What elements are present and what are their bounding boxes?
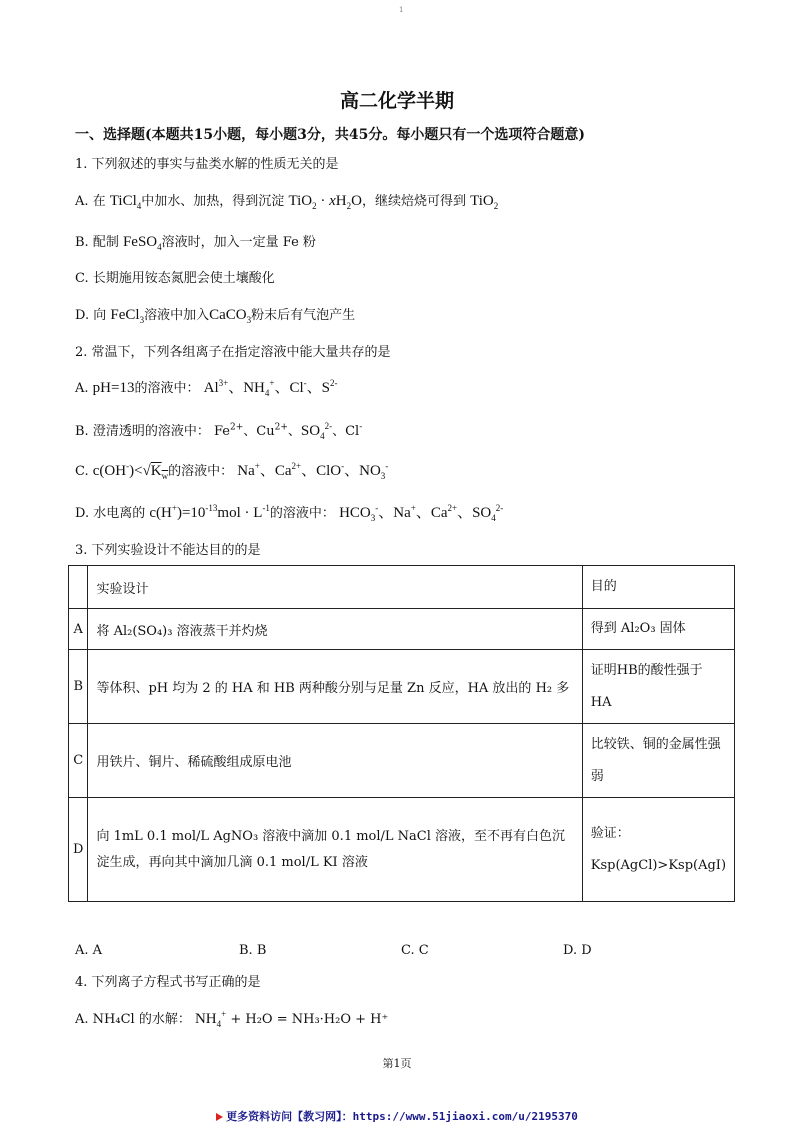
- q2-option-d: [75, 505, 503, 522]
- q3-option-d: D. D: [563, 943, 592, 958]
- row-goal: 验证：Ksp(AgCl)>Ksp(AgI): [582, 798, 734, 902]
- q2-d-prefix: D. 水电离的: [75, 506, 146, 521]
- q4-a-equation: + H₂O = NH₃·H₂O + H⁺: [230, 1012, 389, 1027]
- q1-option-b: [75, 234, 316, 251]
- table-header-goal: 目的: [582, 566, 734, 609]
- q3-option-c: C. C: [401, 943, 429, 958]
- q2-c-prefix: C.: [75, 464, 89, 479]
- q1-stem: 1. 下列叙述的事实与盐类水解的性质无关的是: [75, 157, 339, 172]
- row-goal: 得到 Al₂O₃ 固体: [582, 609, 734, 650]
- q1-option-a: [75, 193, 498, 210]
- experiment-table: [68, 565, 735, 902]
- q2-option-c: [75, 463, 388, 480]
- row-goal: 证明HB的酸性强于 HA: [582, 650, 734, 724]
- table-header-design: 实验设计: [88, 566, 582, 609]
- flag-icon: [216, 1113, 223, 1121]
- q1-option-d: [75, 307, 355, 324]
- q2-a-mid: 的溶液中：: [134, 381, 200, 396]
- q2-a-prefix: A.: [75, 381, 89, 396]
- q2-stem: 2. 常温下，下列各组离子在指定溶液中能大量共存的是: [75, 345, 391, 360]
- row-label: D: [69, 798, 88, 902]
- formula-tio2-xh2o: $TiO_2 \cdot xH_2O$: [288, 193, 362, 211]
- q2-c-ions: Na+、$Ca^{2+}$、ClO-、$NO_3^-$: [237, 461, 389, 481]
- q3-option-b: B. B: [239, 943, 267, 958]
- q2-option-a: [75, 380, 337, 397]
- q3-option-a: A. A: [75, 943, 103, 958]
- table-header-row: [69, 566, 735, 609]
- row-design: 等体积、pH 均为 2 的 HA 和 HB 两种酸分别与足量 Zn 反应，HA 放出的 H₂ 多: [88, 650, 582, 724]
- formula-feso4: FeSO$_4$: [122, 234, 162, 252]
- q1-b-prefix: B. 配制: [75, 235, 119, 250]
- q2-d-mid: 的溶液中：: [269, 506, 335, 521]
- formula-tio2: TiO$_2$: [470, 193, 499, 211]
- table-row: [69, 798, 735, 902]
- q1-a-mid1: 中加水、加热，得到沉淀: [141, 194, 285, 209]
- page-top-mark: 1: [399, 6, 404, 14]
- q1-option-c: C. 长期施用铵态氮肥会使土壤酸化: [75, 271, 275, 286]
- q4-stem: 4. 下列离子方程式书写正确的是: [75, 975, 261, 990]
- q1-a-mid2: ，继续焙烧可得到: [361, 194, 466, 209]
- footer-link[interactable]: [0, 1108, 794, 1124]
- q1-d-post: 粉末后有气泡产生: [251, 308, 356, 323]
- q2-option-b: [75, 423, 362, 440]
- q2-c-condition: $c(OH^-)<√K_w$: [92, 461, 169, 481]
- q2-d-condition: $c(H^+)=10^{-13}mol \cdot L^{-1}$: [149, 503, 270, 521]
- row-label: A: [69, 609, 88, 650]
- q2-d-ions: $HCO_3^-$、Na+、$Ca^{2+}$、$SO_4^{2-}$: [339, 503, 504, 523]
- footer-text[interactable]: 更多资料访问【教习网】：https://www.51jiaoxi.com/u/2195370: [226, 1110, 578, 1123]
- row-label: B: [69, 650, 88, 724]
- q1-d-mid: 溶液中加入: [144, 308, 210, 323]
- formula-fecl3: FeCl$_3$: [110, 307, 145, 325]
- table-row: [69, 724, 735, 798]
- formula-nh4-plus: $NH_4^+$: [194, 1009, 227, 1029]
- q2-c-mid: 的溶液中：: [168, 464, 234, 479]
- q3-stem: 3. 下列实验设计不能达目的的是: [75, 543, 261, 558]
- q2-a-ions: $Al^{3+}$、$NH_4^+$、Cl-、$S^{2-}$: [203, 378, 338, 398]
- formula-caco3: CaCO$_3$: [209, 307, 252, 325]
- row-design: 向 1mL 0.1 mol/L AgNO₃ 溶液中滴加 0.1 mol/L NaCl 溶液，至不再有白色沉淀生成，再向其中滴加几滴 0.1 mol/L KI 溶液: [88, 798, 582, 902]
- q4-option-a: [75, 1011, 388, 1028]
- page-number: 第1页: [382, 1057, 412, 1070]
- q2-b-prefix: B. 澄清透明的溶液中：: [75, 424, 210, 439]
- q1-a-prefix: A. 在: [75, 194, 106, 209]
- q4-a-prefix: A. NH₄Cl 的水解：: [75, 1012, 191, 1027]
- q2-a-condition: pH=13: [92, 380, 135, 396]
- q2-b-ions: $Fe^{2+}$、$Cu^{2+}$、$SO_4^{2-}$、Cl-: [213, 421, 363, 441]
- page-title: 高二化学半期: [339, 90, 454, 112]
- row-goal: 比较铁、铜的金属性强弱: [582, 724, 734, 798]
- table-header-label: [69, 566, 88, 609]
- row-design: 用铁片、铜片、稀硫酸组成原电池: [88, 724, 582, 798]
- row-label: C: [69, 724, 88, 798]
- table-row: [69, 650, 735, 724]
- row-design: 将 Al₂(SO₄)₃ 溶液蒸干并灼烧: [88, 609, 582, 650]
- q1-b-post: 溶液时，加入一定量 Fe 粉: [161, 235, 316, 250]
- table-row: [69, 609, 735, 650]
- formula-ticl4: TiCl$_4$: [109, 193, 142, 211]
- section-heading: 一、选择题(本题共15小题，每小题3分，共45分。每小题只有一个选项符合题意): [75, 127, 585, 143]
- q1-d-prefix: D. 向: [75, 308, 107, 323]
